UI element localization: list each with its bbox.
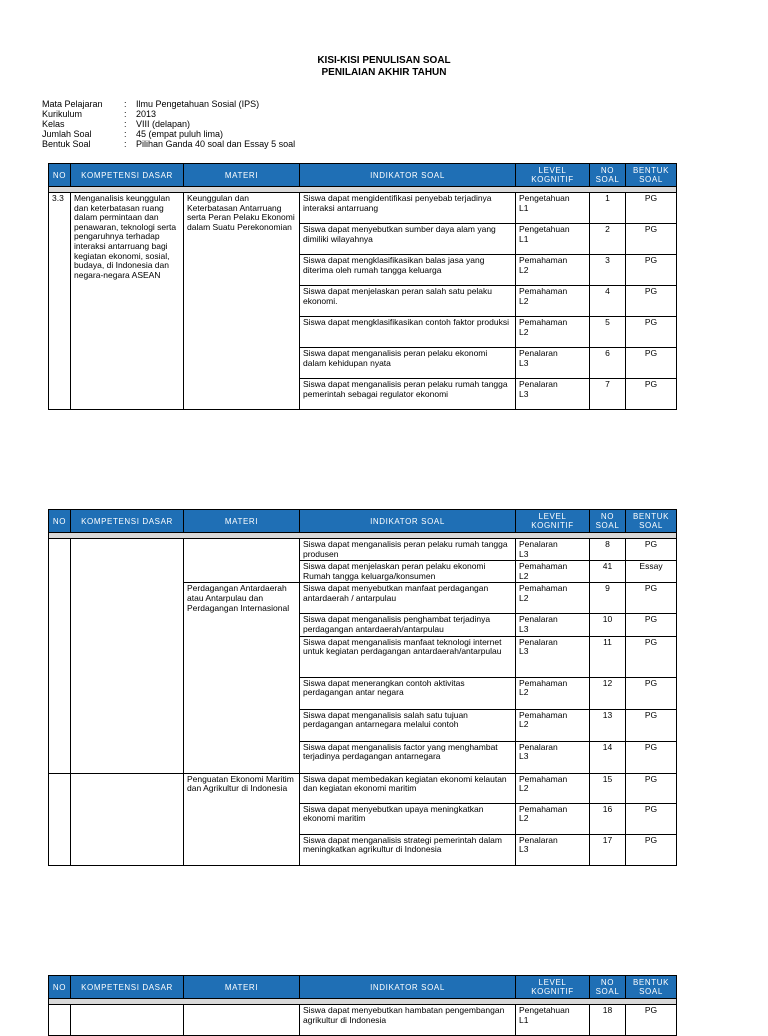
document-title: KISI-KISI PENULISAN SOAL [317,55,451,66]
cell-bentuk: PG [626,583,677,614]
cell-materi [184,539,300,583]
cell-no-soal: 7 [590,379,626,410]
level-name: Pengetahuan [519,224,570,234]
cell-level [516,561,590,583]
meta-row [42,119,295,129]
level-code: L3 [519,623,529,634]
cell-indikator: Siswa dapat menyebutkan sumber daya alam yang dimiliki wilayahnya [300,224,516,255]
header-kompetensi-dasar: KOMPETENSI DASAR [71,976,184,999]
cell-no-soal: 14 [590,741,626,773]
cell-indikator: Siswa dapat menjelaskan peran salah satu pelaku ekonomi. [300,286,516,317]
level-code: L2 [519,783,529,794]
meta-value: Pilihan Ganda 40 soal dan Essay 5 soal [136,139,296,149]
level-code: L1 [519,202,529,213]
level-name: Penalaran [519,379,558,389]
cell-indikator: Siswa dapat membedakan kegiatan ekonomi kelautan dan kegiatan ekonomi maritim [300,773,516,803]
cell-no: 3.3 [49,193,71,410]
cell-bentuk: PG [626,286,677,317]
header-no: NO [49,976,71,999]
cell-no-soal: 10 [590,614,626,636]
cell-no-soal: 18 [590,1005,626,1036]
meta-label: Mata Pelajaran [42,99,103,109]
level-name: Pemahaman [519,803,568,814]
header-level: LEVEL KOGNITIF [516,976,590,999]
meta-label: Jumlah Soal [42,129,92,139]
table-header [49,510,677,533]
cell-indikator: Siswa dapat mengklasifikasikan contoh faktor produksi [300,317,516,348]
header-no-soal: NO SOAL [590,510,626,533]
level-code: L2 [519,326,529,337]
cell-no-soal: 1 [590,193,626,224]
level-name: Pemahaman [519,561,568,572]
cell-no-soal: 16 [590,803,626,834]
cell-indikator: Siswa dapat menjelaskan peran pelaku ekonomi Rumah tangga keluarga/konsumen [300,561,516,583]
cell-level [516,773,590,803]
cell-indikator: Siswa dapat mengklasifikasikan balas jasa yang diterima oleh rumah tangga keluarga [300,255,516,286]
meta-value: 2013 [136,109,157,119]
level-code: L2 [519,592,529,603]
header-bentuk: BENTUK SOAL [626,510,677,533]
cell-no-soal: 3 [590,255,626,286]
kisi-table-1 [48,163,677,410]
meta-value: VIII (delapan) [136,119,191,129]
cell-bentuk: PG [626,677,677,709]
level-name: Pemahaman [519,255,568,265]
cell-indikator: Siswa dapat menganalisis factor yang menghambat terjadinya perdagangan antarnegara [300,741,516,773]
table-row [49,1005,677,1036]
cell-indikator: Siswa dapat menganalisis peran pelaku rumah tangga produsen [300,539,516,561]
cell-level [516,614,590,636]
cell-indikator: Siswa dapat menyebutkan hambatan pengembangan agrikultur di Indonesia [300,1005,516,1036]
header-materi: MATERI [184,976,300,999]
meta-label: Kurikulum [42,109,83,119]
cell-no-soal: 9 [590,583,626,614]
table-row [49,773,677,803]
cell-level [516,1005,590,1036]
kisi-table-3 [48,975,677,1036]
cell-no-soal: 12 [590,677,626,709]
cell-no-soal: 17 [590,834,626,865]
header-bentuk: BENTUK SOAL [626,976,677,999]
level-name: Pemahaman [519,583,568,594]
meta-row [42,129,295,139]
level-code: L2 [519,295,529,306]
document-subtitle: PENILAIAN AKHIR TAHUN [321,67,447,78]
cell-level [516,286,590,317]
cell-kompetensi-dasar [71,539,184,774]
cell-bentuk: PG [626,317,677,348]
cell-indikator: Siswa dapat menganalisis strategi pemerintah dalam meningkatkan agrikultur di Indonesia [300,834,516,865]
cell-bentuk: PG [626,348,677,379]
header-materi: MATERI [184,510,300,533]
level-name: Pemahaman [519,709,568,720]
cell-bentuk: PG [626,741,677,773]
cell-no-soal: 11 [590,636,626,677]
cell-level [516,539,590,561]
cell-bentuk: PG [626,1005,677,1036]
header-bentuk: BENTUK SOAL [626,164,677,187]
level-code: L3 [519,548,529,559]
header-no-soal: NO SOAL [590,164,626,187]
table-row [49,193,677,224]
cell-indikator: Siswa dapat mengidentifikasi penyebab terjadinya interaksi antarruang [300,193,516,224]
cell-no-soal: 8 [590,539,626,561]
cell-bentuk: PG [626,224,677,255]
level-name: Pemahaman [519,677,568,688]
cell-materi: Penguatan Ekonomi Maritim dan Agrikultur di Indonesia [184,773,300,865]
header-level: LEVEL KOGNITIF [516,164,590,187]
cell-bentuk: PG [626,709,677,741]
level-code: L3 [519,751,529,762]
level-name: Penalaran [519,539,558,549]
level-code: L2 [519,813,529,824]
header-level: LEVEL KOGNITIF [516,510,590,533]
level-name: Pemahaman [519,773,568,784]
cell-indikator: Siswa dapat menyebutkan manfaat perdagangan antardaerah / antarpulau [300,583,516,614]
meta-sep: : [124,109,127,119]
meta-sep: : [124,129,127,139]
document-meta [42,99,295,149]
cell-indikator: Siswa dapat menerangkan contoh aktivitas perdagangan antar negara [300,677,516,709]
cell-no-soal: 41 [590,561,626,583]
cell-level [516,741,590,773]
level-name: Pemahaman [519,286,568,296]
meta-label: Kelas [42,119,65,129]
cell-no-soal: 2 [590,224,626,255]
cell-level [516,636,590,677]
cell-indikator: Siswa dapat menganalisis peran pelaku ekonomi dalam kehidupan nyata [300,348,516,379]
level-code: L3 [519,844,529,855]
cell-no-soal: 6 [590,348,626,379]
level-code: L3 [519,357,529,368]
header-no-soal: NO SOAL [590,976,626,999]
meta-sep: : [124,139,127,149]
header-kompetensi-dasar: KOMPETENSI DASAR [71,510,184,533]
level-name: Penalaran [519,614,558,625]
meta-value: 45 (empat puluh lima) [136,129,224,139]
header-no: NO [49,510,71,533]
meta-row [42,109,295,119]
level-code: L3 [519,388,529,399]
level-name: Penalaran [519,834,558,845]
cell-level [516,255,590,286]
header-kompetensi-dasar: KOMPETENSI DASAR [71,164,184,187]
cell-materi: Keunggulan dan Keterbatasan Antarruang serta Peran Pelaku Ekonomi dalam Suatu Perekonomian [184,193,300,410]
level-name: Penalaran [519,636,558,647]
cell-indikator: Siswa dapat menyebutkan upaya meningkatkan ekonomi maritim [300,803,516,834]
header-indikator: INDIKATOR SOAL [300,510,516,533]
cell-bentuk: Essay [626,561,677,583]
cell-no [49,539,71,774]
cell-bentuk: PG [626,773,677,803]
cell-no-soal: 15 [590,773,626,803]
header-indikator: INDIKATOR SOAL [300,164,516,187]
header-indikator: INDIKATOR SOAL [300,976,516,999]
level-code: L2 [519,719,529,730]
cell-kompetensi-dasar [71,1005,184,1036]
cell-kompetensi-dasar [71,773,184,865]
level-code: L1 [519,1014,529,1025]
table-row [49,539,677,561]
kisi-table-2 [48,509,677,866]
level-code: L1 [519,233,529,244]
meta-row [42,139,295,149]
cell-level [516,583,590,614]
level-name: Pemahaman [519,317,568,327]
cell-bentuk: PG [626,379,677,410]
cell-no-soal: 5 [590,317,626,348]
level-name: Penalaran [519,741,558,752]
level-name: Pengetahuan [519,1005,570,1015]
cell-indikator: Siswa dapat menganalisis salah satu tujuan perdagangan antarnegara melalui contoh [300,709,516,741]
cell-level [516,709,590,741]
meta-label: Bentuk Soal [42,139,91,149]
cell-level [516,803,590,834]
table-header [49,164,677,187]
meta-sep: : [124,99,127,109]
level-code: L3 [519,646,529,657]
cell-kompetensi-dasar: Menganalisis keunggulan dan keterbatasan ruang dalam permintaan dan penawaran, teknologi serta pengaruhnya terhadap interaksi antarruang bagi kegiatan ekonomi, sosial, budaya, di Indonesia dan negara-negara ASEAN [71,193,184,410]
cell-indikator: Siswa dapat menganalisis penghambat terjadinya perdagangan antardaerah/antarpulau [300,614,516,636]
cell-indikator: Siswa dapat menganalisis manfaat teknologi internet untuk kegiatan perdagangan antardaerah/antarpulau [300,636,516,677]
cell-level [516,317,590,348]
cell-no-soal: 13 [590,709,626,741]
meta-sep: : [124,119,127,129]
cell-indikator: Siswa dapat menganalisis peran pelaku rumah tangga pemerintah sebagai regulator ekonomi [300,379,516,410]
cell-bentuk: PG [626,255,677,286]
cell-level [516,193,590,224]
header-materi: MATERI [184,164,300,187]
cell-no [49,773,71,865]
cell-bentuk: PG [626,193,677,224]
cell-materi [184,1005,300,1036]
cell-level [516,348,590,379]
meta-row [42,99,295,109]
cell-bentuk: PG [626,636,677,677]
level-code: L2 [519,687,529,698]
cell-bentuk: PG [626,614,677,636]
cell-bentuk: PG [626,803,677,834]
meta-value: Ilmu Pengetahuan Sosial (IPS) [136,99,260,109]
level-name: Pengetahuan [519,193,570,203]
cell-level [516,224,590,255]
cell-bentuk: PG [626,834,677,865]
cell-bentuk: PG [626,539,677,561]
cell-level [516,834,590,865]
level-code: L2 [519,570,529,581]
table-header [49,976,677,999]
cell-no [49,1005,71,1036]
cell-level [516,677,590,709]
level-code: L2 [519,264,529,275]
header-no: NO [49,164,71,187]
cell-materi: Perdagangan Antardaerah atau Antarpulau dan Perdagangan Internasional [184,583,300,773]
level-name: Penalaran [519,348,558,358]
cell-no-soal: 4 [590,286,626,317]
cell-level [516,379,590,410]
